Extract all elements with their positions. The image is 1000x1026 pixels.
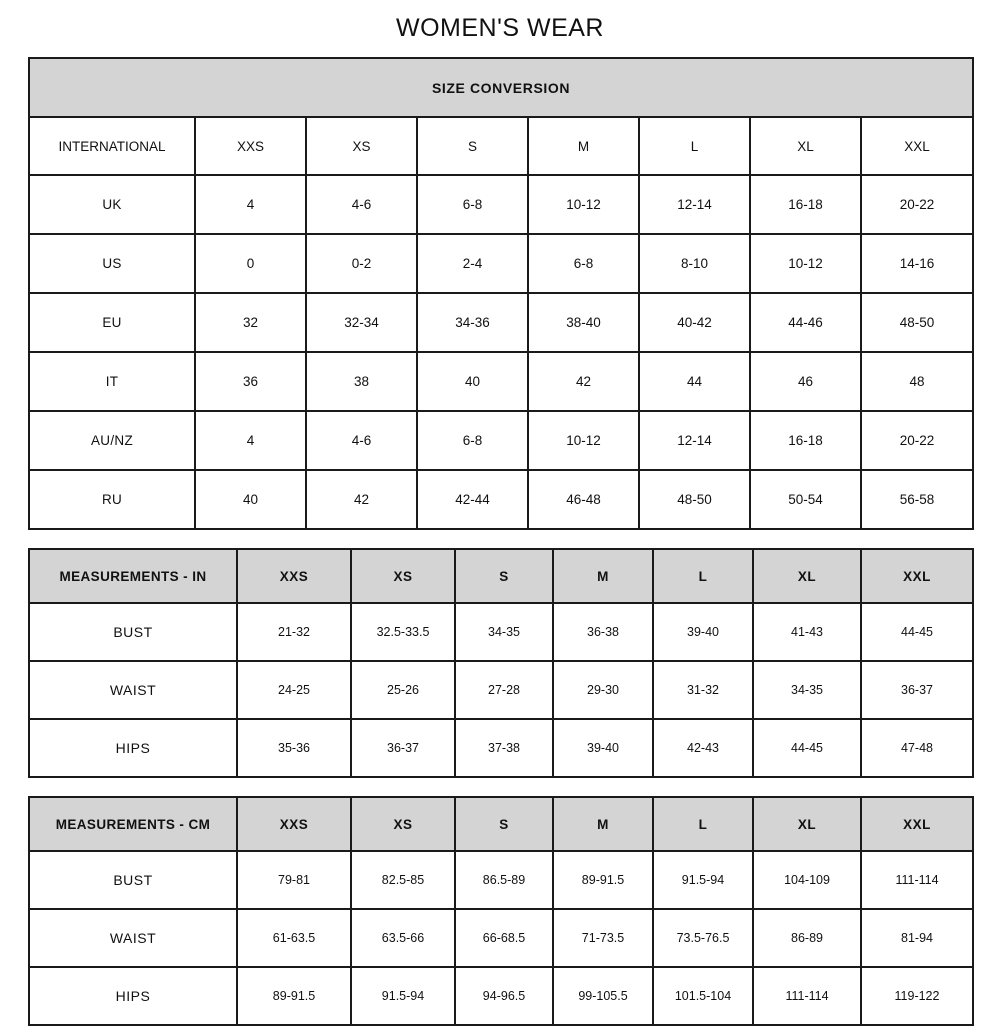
column-header-m: M [528, 117, 639, 175]
row-label: AU/NZ [29, 411, 195, 470]
table-row [29, 293, 973, 352]
column-header-m: M [553, 797, 653, 851]
cell-value: 12-14 [639, 411, 750, 470]
column-header-l: L [639, 117, 750, 175]
column-header-l: L [653, 549, 753, 603]
cell-value: 44 [639, 352, 750, 411]
table-row [29, 967, 973, 1025]
column-header-xxs: XXS [195, 117, 306, 175]
row-label: BUST [29, 851, 237, 909]
cell-value: 38-40 [528, 293, 639, 352]
cell-value: 42 [528, 352, 639, 411]
column-header-xxl: XXL [861, 549, 973, 603]
cell-value: 48-50 [639, 470, 750, 529]
table-row [29, 470, 973, 529]
cell-value: 111-114 [861, 851, 973, 909]
cell-value: 46-48 [528, 470, 639, 529]
cell-value: 79-81 [237, 851, 351, 909]
column-header-xxl: XXL [861, 797, 973, 851]
table-row [29, 175, 973, 234]
column-header-measurements-cm: MEASUREMENTS - CM [29, 797, 237, 851]
column-header-l: L [653, 797, 753, 851]
cell-value: 40 [195, 470, 306, 529]
column-header-xxs: XXS [237, 549, 351, 603]
cell-value: 48-50 [861, 293, 973, 352]
cell-value: 6-8 [417, 411, 528, 470]
cell-value: 20-22 [861, 175, 973, 234]
cell-value: 35-36 [237, 719, 351, 777]
cell-value: 16-18 [750, 411, 861, 470]
cell-value: 44-45 [861, 603, 973, 661]
cell-value: 39-40 [653, 603, 753, 661]
column-header-xl: XL [753, 797, 861, 851]
cell-value: 40 [417, 352, 528, 411]
cell-value: 39-40 [553, 719, 653, 777]
cell-value: 101.5-104 [653, 967, 753, 1025]
cell-value: 40-42 [639, 293, 750, 352]
cell-value: 50-54 [750, 470, 861, 529]
cell-value: 4 [195, 411, 306, 470]
cell-value: 104-109 [753, 851, 861, 909]
cell-value: 44-45 [753, 719, 861, 777]
row-label: BUST [29, 603, 237, 661]
table-row [29, 909, 973, 967]
table-row [29, 411, 973, 470]
row-label: HIPS [29, 719, 237, 777]
table-row [29, 352, 973, 411]
cell-value: 41-43 [753, 603, 861, 661]
cell-value: 4-6 [306, 411, 417, 470]
column-header-measurements-in: MEASUREMENTS - IN [29, 549, 237, 603]
cell-value: 2-4 [417, 234, 528, 293]
cell-value: 0 [195, 234, 306, 293]
row-label: US [29, 234, 195, 293]
column-header-s: S [455, 797, 553, 851]
cell-value: 0-2 [306, 234, 417, 293]
table-header-row [29, 117, 973, 175]
row-label: WAIST [29, 661, 237, 719]
cell-value: 48 [861, 352, 973, 411]
column-header-xs: XS [351, 549, 455, 603]
column-header-xs: XS [306, 117, 417, 175]
cell-value: 86-89 [753, 909, 861, 967]
column-header-xl: XL [750, 117, 861, 175]
measurements-cm-table [28, 796, 974, 1026]
cell-value: 27-28 [455, 661, 553, 719]
cell-value: 32-34 [306, 293, 417, 352]
cell-value: 10-12 [750, 234, 861, 293]
column-header-m: M [553, 549, 653, 603]
cell-value: 42-44 [417, 470, 528, 529]
cell-value: 29-30 [553, 661, 653, 719]
cell-value: 42-43 [653, 719, 753, 777]
cell-value: 10-12 [528, 411, 639, 470]
cell-value: 34-35 [753, 661, 861, 719]
cell-value: 119-122 [861, 967, 973, 1025]
row-label: UK [29, 175, 195, 234]
size-conversion-banner: SIZE CONVERSION [29, 58, 973, 117]
cell-value: 46 [750, 352, 861, 411]
cell-value: 20-22 [861, 411, 973, 470]
cell-value: 82.5-85 [351, 851, 455, 909]
cell-value: 91.5-94 [351, 967, 455, 1025]
column-header-xxl: XXL [861, 117, 973, 175]
table-row [29, 851, 973, 909]
cell-value: 44-46 [750, 293, 861, 352]
column-header-international: INTERNATIONAL [29, 117, 195, 175]
row-label: EU [29, 293, 195, 352]
cell-value: 10-12 [528, 175, 639, 234]
cell-value: 38 [306, 352, 417, 411]
cell-value: 89-91.5 [553, 851, 653, 909]
cell-value: 91.5-94 [653, 851, 753, 909]
cell-value: 4-6 [306, 175, 417, 234]
column-header-xs: XS [351, 797, 455, 851]
table-header-row [29, 549, 973, 603]
cell-value: 25-26 [351, 661, 455, 719]
cell-value: 99-105.5 [553, 967, 653, 1025]
cell-value: 89-91.5 [237, 967, 351, 1025]
table-row [29, 661, 973, 719]
size-conversion-table [28, 57, 974, 530]
column-header-xl: XL [753, 549, 861, 603]
cell-value: 71-73.5 [553, 909, 653, 967]
cell-value: 42 [306, 470, 417, 529]
row-label: WAIST [29, 909, 237, 967]
cell-value: 36-38 [553, 603, 653, 661]
table-header-row [29, 797, 973, 851]
table-banner-row [29, 58, 973, 117]
cell-value: 24-25 [237, 661, 351, 719]
cell-value: 32 [195, 293, 306, 352]
cell-value: 66-68.5 [455, 909, 553, 967]
cell-value: 36 [195, 352, 306, 411]
cell-value: 34-35 [455, 603, 553, 661]
cell-value: 37-38 [455, 719, 553, 777]
cell-value: 94-96.5 [455, 967, 553, 1025]
column-header-s: S [455, 549, 553, 603]
cell-value: 4 [195, 175, 306, 234]
cell-value: 31-32 [653, 661, 753, 719]
table-row [29, 603, 973, 661]
cell-value: 6-8 [528, 234, 639, 293]
cell-value: 36-37 [351, 719, 455, 777]
cell-value: 86.5-89 [455, 851, 553, 909]
row-label: HIPS [29, 967, 237, 1025]
page-title: WOMEN'S WEAR [396, 14, 604, 42]
cell-value: 8-10 [639, 234, 750, 293]
cell-value: 63.5-66 [351, 909, 455, 967]
cell-value: 56-58 [861, 470, 973, 529]
measurements-inches-table [28, 548, 974, 778]
row-label: RU [29, 470, 195, 529]
cell-value: 16-18 [750, 175, 861, 234]
cell-value: 47-48 [861, 719, 973, 777]
cell-value: 61-63.5 [237, 909, 351, 967]
cell-value: 34-36 [417, 293, 528, 352]
cell-value: 6-8 [417, 175, 528, 234]
cell-value: 21-32 [237, 603, 351, 661]
cell-value: 111-114 [753, 967, 861, 1025]
cell-value: 32.5-33.5 [351, 603, 455, 661]
column-header-xxs: XXS [237, 797, 351, 851]
cell-value: 12-14 [639, 175, 750, 234]
cell-value: 14-16 [861, 234, 973, 293]
cell-value: 81-94 [861, 909, 973, 967]
row-label: IT [29, 352, 195, 411]
table-row [29, 719, 973, 777]
column-header-s: S [417, 117, 528, 175]
cell-value: 73.5-76.5 [653, 909, 753, 967]
table-row [29, 234, 973, 293]
cell-value: 36-37 [861, 661, 973, 719]
